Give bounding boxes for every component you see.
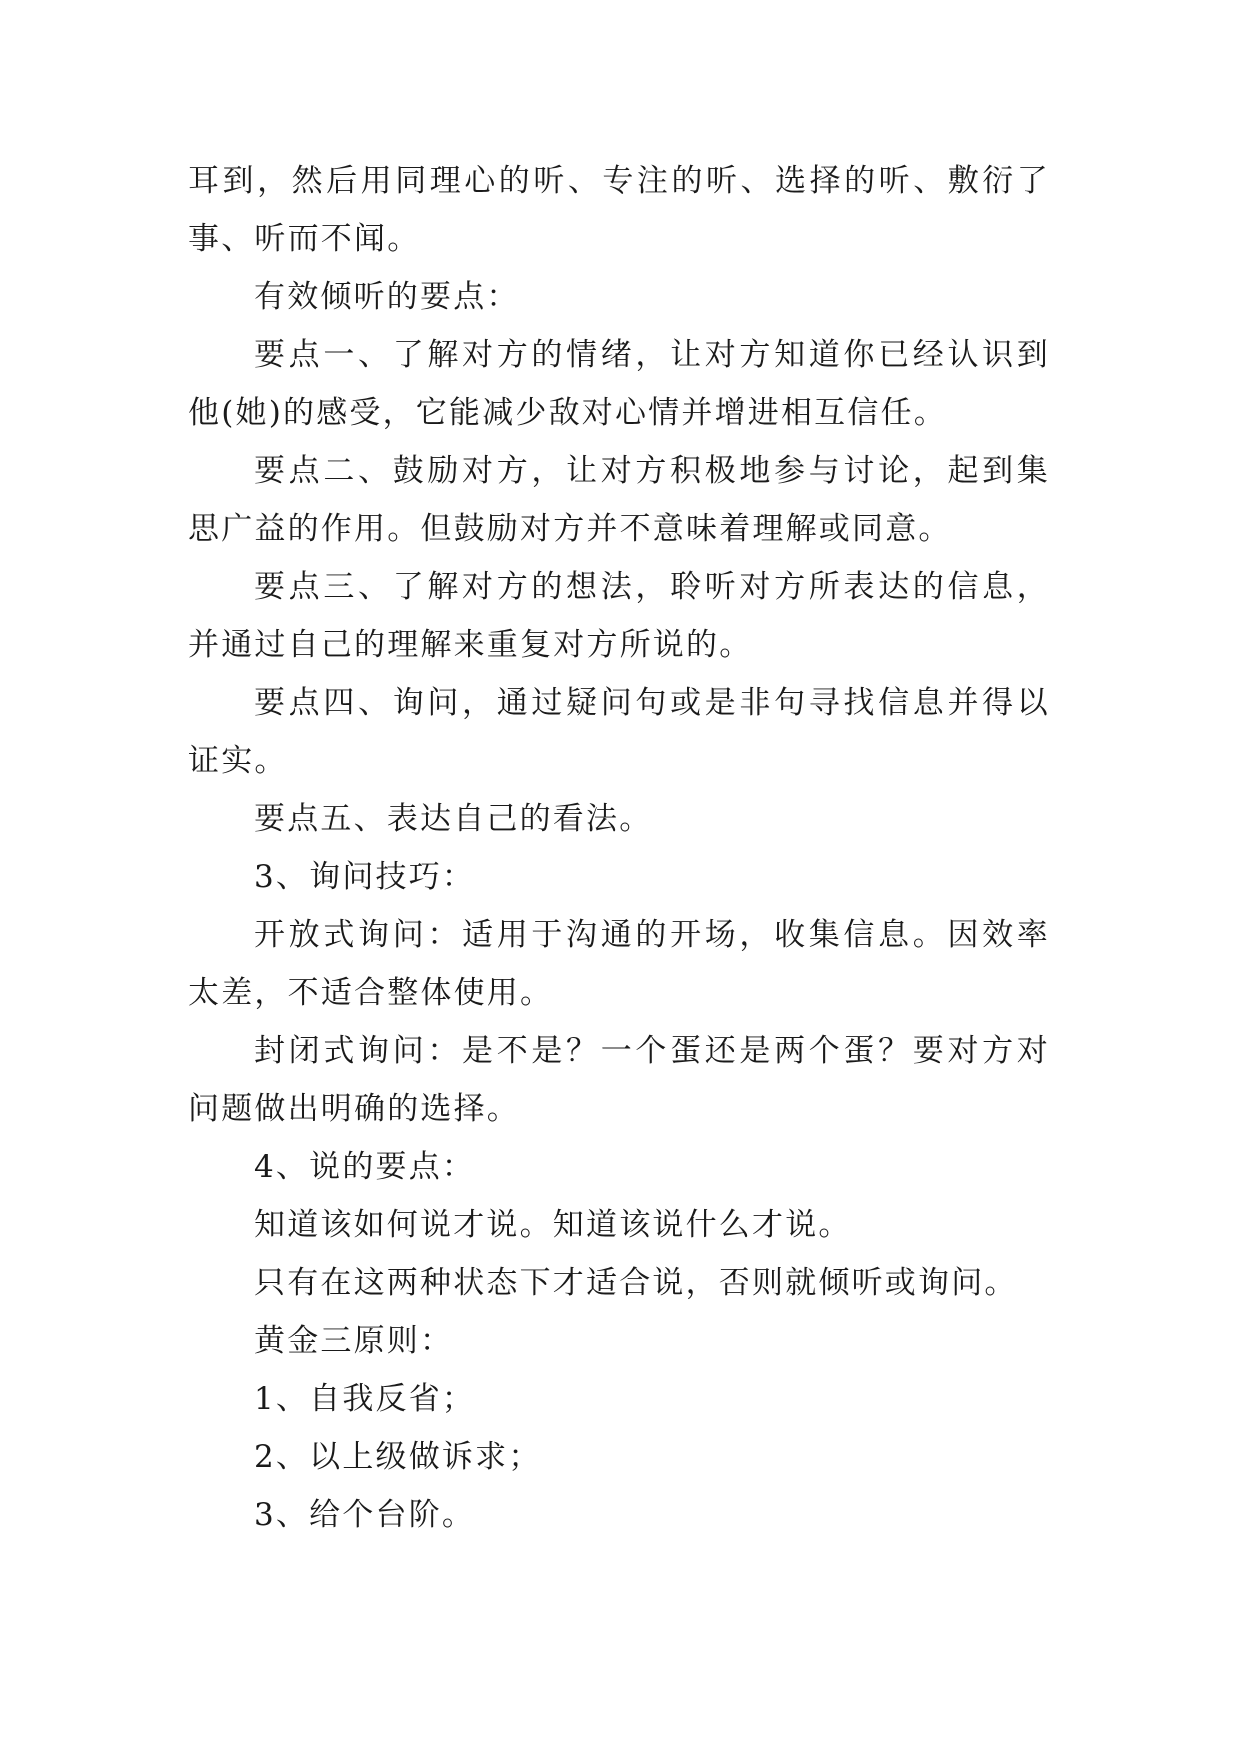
document-body: [188, 152, 1050, 1544]
paragraph-16: 2、以上级做诉求；: [254, 1439, 542, 1475]
paragraph-17: 3、给个台阶。: [254, 1497, 476, 1533]
paragraph-6: 要点四、询问，通过疑问句或是非句寻找信息并得以证实。: [188, 685, 1050, 779]
paragraph-11: 4、说的要点：: [254, 1149, 476, 1185]
paragraph-9: 开放式询问：适用于沟通的开场，收集信息。因效率太差，不适合整体使用。: [188, 917, 1050, 1011]
paragraph-15: 1、自我反省；: [254, 1381, 476, 1417]
paragraph-7: 要点五、表达自己的看法。: [254, 801, 653, 837]
paragraph-14: 黄金三原则：: [254, 1323, 454, 1359]
paragraph-12: 知道该如何说才说。知道该说什么才说。: [254, 1207, 852, 1243]
paragraph-3: 要点一、了解对方的情绪，让对方知道你已经认识到他(她)的感受，它能减少敌对心情并增进相互信任。: [188, 337, 1050, 431]
paragraph-5: 要点三、了解对方的想法，聆听对方所表达的信息，并通过自己的理解来重复对方所说的。: [188, 569, 1050, 663]
paragraph-1: 耳到，然后用同理心的听、专注的听、选择的听、敷衍了事、听而不闻。: [188, 163, 1050, 257]
paragraph-4: 要点二、鼓励对方，让对方积极地参与讨论，起到集思广益的作用。但鼓励对方并不意味着理解或同意。: [188, 453, 1050, 547]
paragraph-13: 只有在这两种状态下才适合说，否则就倾听或询问。: [254, 1265, 1018, 1301]
paragraph-2: 有效倾听的要点：: [254, 279, 520, 315]
paragraph-8: 3、询问技巧：: [254, 859, 476, 895]
paragraph-10: 封闭式询问：是不是？一个蛋还是两个蛋？要对方对问题做出明确的选择。: [188, 1033, 1050, 1127]
